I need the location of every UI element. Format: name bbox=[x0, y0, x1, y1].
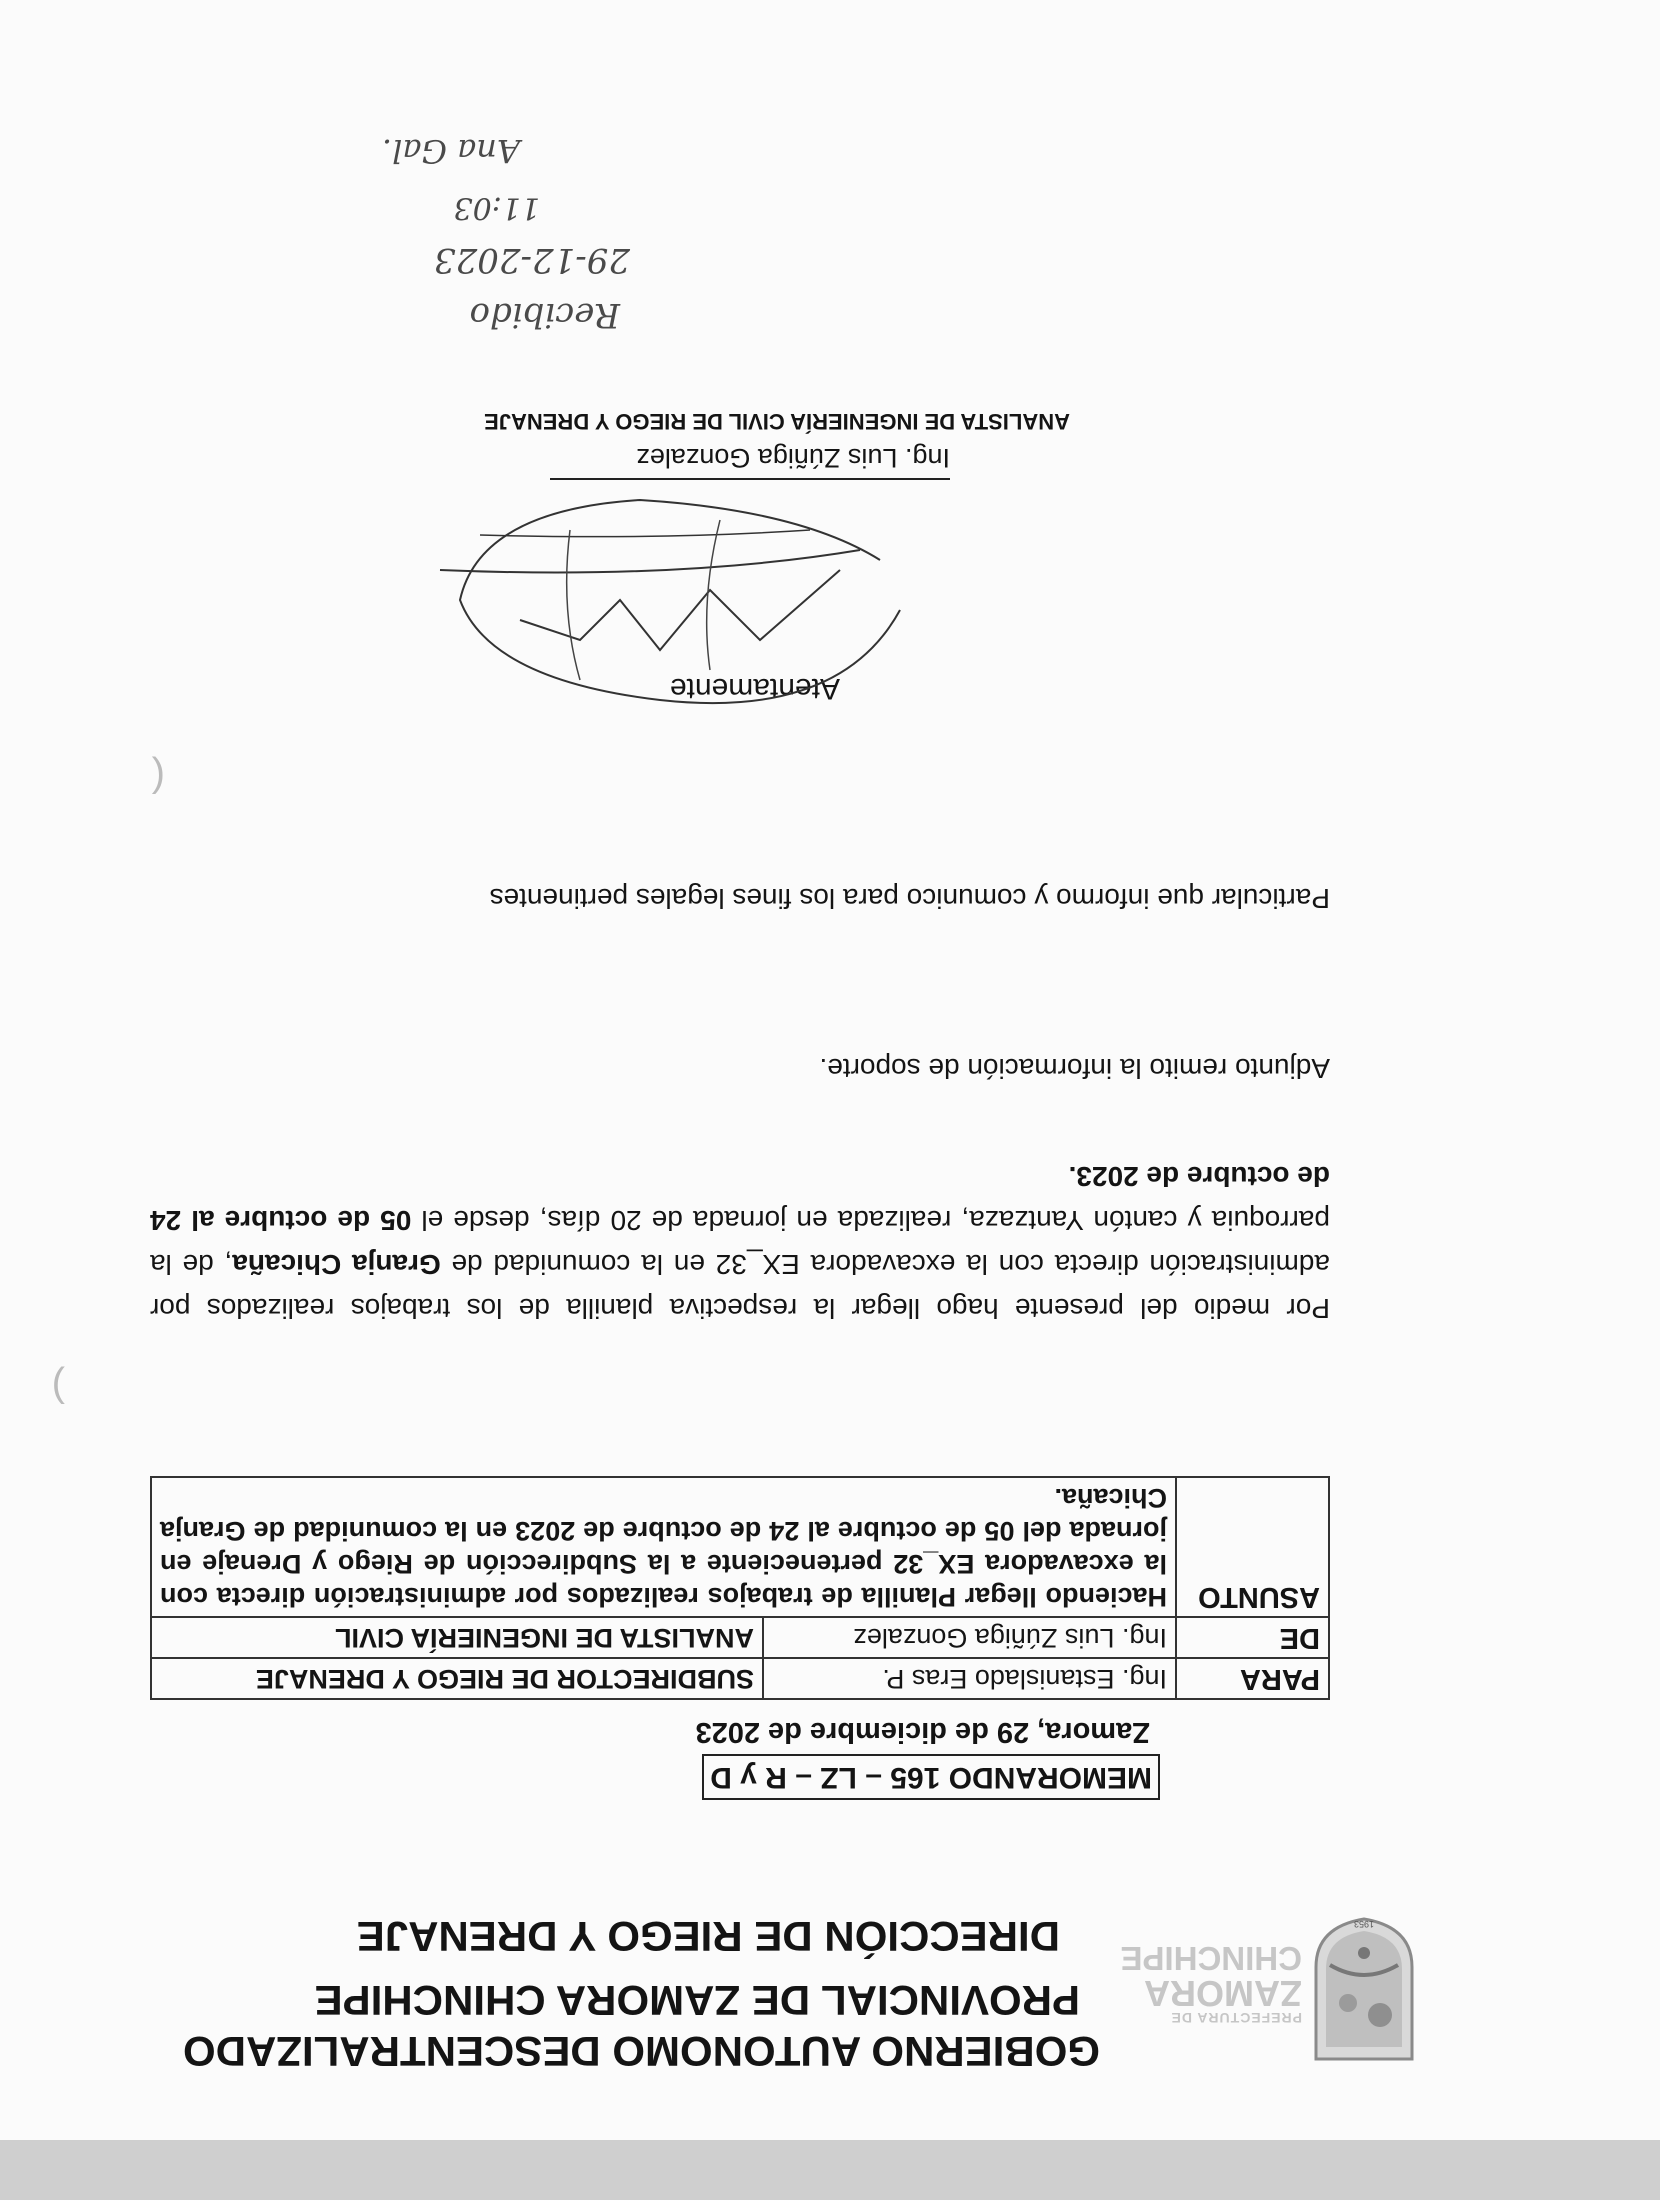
para-name: Ing. Estanislado Eras P. bbox=[763, 1658, 1176, 1699]
logo-year: 1953 bbox=[1353, 1919, 1375, 1929]
prefecture-logo bbox=[1110, 1915, 1420, 2065]
direction-title: DIRECCIÓN DE RIEGO Y DRENAJE bbox=[356, 1913, 1060, 1960]
signatory-name: Ing. Luis Zúñiga Gonzalez bbox=[550, 442, 950, 480]
de-role: ANALISTA DE INGENIERÍA CIVIL bbox=[151, 1617, 763, 1658]
body-paragraph-1 bbox=[150, 1154, 1330, 1330]
routing-table bbox=[150, 1476, 1330, 1700]
memo-number: MEMORANDO 165 – LZ – R y D bbox=[702, 1754, 1160, 1800]
scanner-edge-strip bbox=[0, 2140, 1660, 2200]
de-name: Ing. Luis Zúñiga Gonzalez bbox=[763, 1617, 1176, 1658]
shield-emblem-icon bbox=[1308, 1915, 1420, 2065]
closing-salutation: Atentamente bbox=[669, 672, 840, 705]
asunto-label: ASUNTO bbox=[1176, 1477, 1329, 1617]
memo-date: Zamora, 29 de diciembre de 2023 bbox=[695, 1716, 1150, 1748]
received-note: Recibido bbox=[469, 295, 620, 335]
routing-row-para bbox=[151, 1658, 1329, 1699]
scan-margin-mark: ) bbox=[51, 1366, 65, 1410]
body-p1-community: Granja Chicaña bbox=[232, 1249, 441, 1280]
institution-name-line1: GOBIERNO AUTONOMO DESCENTRALIZADO bbox=[182, 2028, 1100, 2075]
scan-margin-mark: ( bbox=[151, 756, 165, 800]
received-initials: Ana Gal. bbox=[381, 132, 520, 170]
logo-prefecture-label: PREFECTURA DE bbox=[1170, 2010, 1302, 2026]
body-p1-period: 05 de octubre al 24 de octubre de 2023. bbox=[150, 1161, 1330, 1236]
signatory-role: ANALISTA DE INGENIERÍA CIVIL DE RIEGO Y DRENAJE bbox=[484, 409, 1070, 434]
logo-chinchipe: CHINCHIPE bbox=[1120, 1940, 1302, 1977]
de-label: DE bbox=[1176, 1617, 1329, 1658]
received-date: 29-12-2023 bbox=[433, 240, 630, 280]
received-time: 11:03 bbox=[453, 190, 540, 225]
body-p1-part2: , de la parroquia y cantón Yantzaza, realizada en jornada de 20 días, desde el bbox=[150, 1205, 1330, 1280]
body-paragraph-3: Particular que informo y comunico para los fines legales pertinentes bbox=[489, 883, 1330, 914]
institution-name-line2: PROVINCIAL DE ZAMORA CHINCHIPE bbox=[314, 1977, 1080, 2024]
routing-row-de bbox=[151, 1617, 1329, 1658]
routing-row-asunto bbox=[151, 1477, 1329, 1617]
logo-zamora: ZAMORA bbox=[1144, 1973, 1302, 2014]
body-paragraph-2: Adjunto remito la información de soporte. bbox=[819, 1053, 1330, 1084]
para-role: SUBDIRECTOR DE RIEGO Y DRENAJE bbox=[151, 1658, 763, 1699]
handwritten-signature bbox=[400, 470, 960, 760]
body-p1-part1: Por medio del presente hago llegar la respectiva planilla de los trabajos realizados por administración directa con la excavadora EX_32 en la comunidad de bbox=[150, 1249, 1330, 1324]
para-label: PARA bbox=[1176, 1658, 1329, 1699]
asunto-text: Haciendo llegar Planilla de trabajos realizados por administración directa con la excavadora EX_32 perteneciente a la Subdirección de Riego y Drenaje en jornada del 05 de octubre al 24 de octubre de 2023 en la comunidad de Granja Chicaña. bbox=[151, 1477, 1176, 1617]
